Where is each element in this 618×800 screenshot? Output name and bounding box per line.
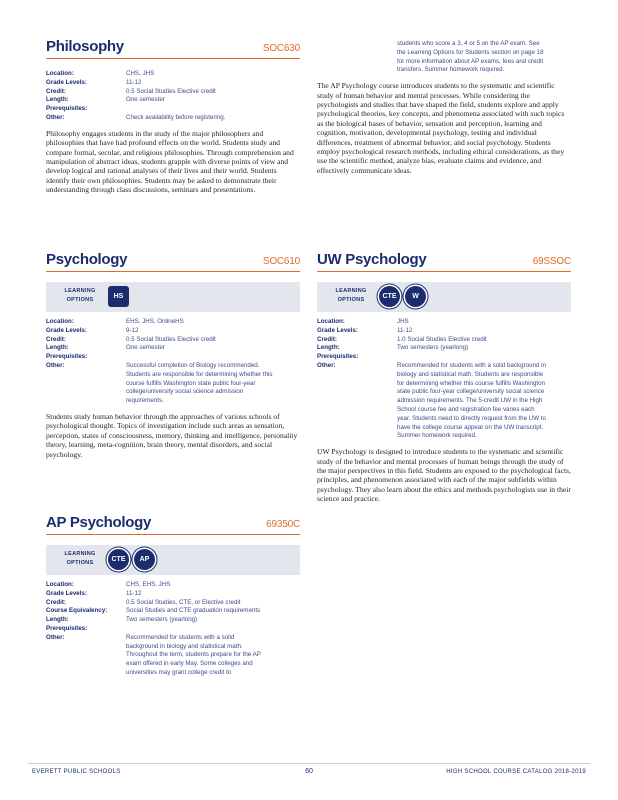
label-location: Location: (46, 70, 74, 77)
value-prerequisites (126, 353, 276, 362)
value-grade-levels: 11-12 (126, 78, 142, 86)
label-prerequisites: Prerequisites: (317, 353, 359, 361)
label-credit: Credit: (46, 335, 66, 343)
online-hs-icon: HS (108, 286, 129, 307)
value-other: Successful completion of Biology recommended. Students are responsible for determining whether this course fulfills Washington state public four-year college/university social science admission requirements. (126, 361, 273, 405)
learning-options-band (46, 282, 300, 312)
course-header (46, 36, 300, 59)
label-credit: Credit: (317, 335, 337, 343)
value-other: Recommended for students with a solid background in biology and statistical math. Throughout the term, students prepare for the AP exam offered in early May. Some colleges and universities may grant college credit to (126, 633, 261, 676)
label-other: Other: (46, 361, 65, 369)
learning-options-label: LEARNING OPTIONS (64, 288, 96, 303)
label-location: Location: (317, 318, 345, 325)
value-credit: 0.5 Social Studies, CTE, or Elective credit (126, 598, 241, 606)
label-prerequisites: Prerequisites: (46, 353, 88, 361)
label-other: Other: (46, 113, 65, 121)
value-location: CHS, EHS, JHS (126, 581, 171, 588)
label-grade-levels: Grade Levels: (317, 326, 358, 334)
course-description: Philosophy engages students in the study of the major philosophers and philosophies that have had profound effects on the world. Students study and compare formal, secular, and religious philosophies. Through comprehension and manipulation of abstract ideas, students grapple with diverse points of view and develop logical and rational analyses of their lives and their world. Students identify their own philosophies. Students may be asked to demonstrate their understanding through class discussions, seminars and presentations. (46, 128, 294, 195)
learning-options-icons (108, 286, 129, 307)
value-location: CHS, JHS (126, 70, 155, 77)
value-prerequisites (397, 353, 547, 362)
course-description: Students study human behavior through the approaches of various schools of psychological thought. Topics of investigation include such areas as sensation, perception, states of consciousness, memory, thinking and intelligence, personality theory, learning, meta-cognition, brain theory, mental disorders, and social psychology. (46, 411, 298, 459)
value-length: Two semesters (yearlong) (397, 344, 469, 352)
label-grade-levels: Grade Levels: (46, 78, 87, 86)
ap-icon: AP (134, 549, 155, 570)
course-uw-psychology (317, 249, 571, 504)
course-description: The AP Psychology course introduces students to the systematic and scientific study of human behavior and mental processes. While considering the psychologists and studies that have shaped the field, students explore and apply psychological theories, key concepts, and phenomena associated with such topics as the biological bases of behavior, sensation and perception, learning and cognition, motivation, developmental psychology, testing and individual differences, treatment of abnormal behavior, and social psychology. Students employ psychological research methods, including ethical considerations, as they use the scientific method, analyze bias, evaluate claims and evidence, and effectively communicate ideas. (317, 81, 565, 175)
course-philosophy (46, 36, 300, 195)
label-length: Length: (317, 344, 340, 352)
learning-options-label: LEARNING OPTIONS (64, 551, 96, 566)
learning-options-icons (379, 286, 426, 307)
label-prerequisites: Prerequisites: (46, 105, 88, 113)
value-prerequisites (126, 105, 225, 114)
label-other: Other: (317, 361, 336, 369)
value-length: One semester (126, 96, 165, 104)
label-grade-levels: Grade Levels: (46, 589, 87, 597)
value-credit: 0.5 Social Studies Elective credit (126, 87, 216, 95)
course-description: UW Psychology is designed to introduce students to the systematic and scientific study of the behavior and mental processes of human beings through the study of the major perspectives in this field. Students are exposed to the psychological facts, principles, and phenomenon associated with each of the major subfields within psychology. They also learn about the ethics and methods psychologists use in their science and practice. (317, 447, 571, 504)
learning-options-icons (108, 549, 155, 570)
cte-icon: CTE (108, 549, 129, 570)
learning-options-band (46, 545, 300, 575)
course-code: SOC610 (262, 256, 300, 267)
uw-icon: W (405, 286, 426, 307)
course-title: Psychology (46, 251, 128, 268)
course-title: AP Psychology (46, 514, 152, 531)
value-other: Check availability before registering. (126, 113, 226, 121)
label-credit: Credit: (46, 598, 66, 606)
footer-district: EVERETT PUBLIC SCHOOLS (32, 769, 121, 775)
ap-other-continued: students who score a 3, 4 or 5 on the AP exam. See the Learning Options for Students section on page 18 for more information about AP exams, fees and credit transfers. Summer homework required. (397, 40, 544, 74)
page-footer (28, 763, 590, 776)
label-length: Length: (46, 96, 69, 104)
course-details (317, 318, 547, 441)
course-title: Philosophy (46, 38, 124, 55)
label-length: Length: (46, 344, 69, 352)
value-location: JHS (397, 318, 409, 325)
label-grade-levels: Grade Levels: (46, 326, 87, 334)
label-location: Location: (46, 581, 74, 588)
value-other: Recommended for students with a solid background in biology and statistical math. Students are responsible for determining whether this course fulfills Washington state public four-year college/university social science admission requirements. The 5-credit UW in the High School course fee and registration fee varies each year. Students need to directly request from the UW to have the college course appear on the UW transcript. Summer homework required. (397, 361, 546, 440)
value-prerequisites (126, 625, 266, 634)
page-number: 60 (305, 768, 313, 775)
value-credit: 1.0 Social Studies Elective credit (397, 335, 487, 343)
course-ap-psychology (46, 512, 300, 678)
course-psychology (46, 249, 300, 459)
course-details (46, 318, 276, 406)
value-length: One semester (126, 344, 165, 352)
course-code: SOC630 (262, 43, 300, 54)
value-location: EHS, JHS, OnlineHS (126, 318, 184, 325)
cte-icon: CTE (379, 286, 400, 307)
course-title: UW Psychology (317, 251, 427, 268)
label-other: Other: (46, 633, 65, 641)
value-credit: 0.5 Social Studies Elective credit (126, 335, 216, 343)
value-length: Two semesters (yearlong) (126, 616, 198, 624)
label-credit: Credit: (46, 87, 66, 95)
value-grade-levels: 11-12 (397, 326, 413, 334)
learning-options-band (317, 282, 571, 312)
course-header (46, 512, 300, 535)
course-code: 69SSOC (532, 256, 571, 267)
footer-catalog: HIGH SCHOOL COURSE CATALOG 2018-2019 (446, 769, 586, 775)
value-grade-levels: 9-12 (126, 326, 139, 334)
value-course-equivalency: Social Studies and CTE graduation requirements (126, 607, 261, 615)
course-code: 69350C (266, 519, 300, 530)
label-length: Length: (46, 616, 69, 624)
label-location: Location: (46, 318, 74, 325)
label-prerequisites: Prerequisites: (46, 624, 88, 632)
course-header (46, 249, 300, 272)
ap-psychology-continued (317, 40, 571, 175)
course-header (317, 249, 571, 272)
course-details (46, 70, 225, 123)
course-details (46, 581, 266, 678)
label-course-equivalency: Course Equivalency: (46, 607, 108, 615)
value-grade-levels: 11-12 (126, 589, 142, 597)
learning-options-label: LEARNING OPTIONS (335, 288, 367, 303)
